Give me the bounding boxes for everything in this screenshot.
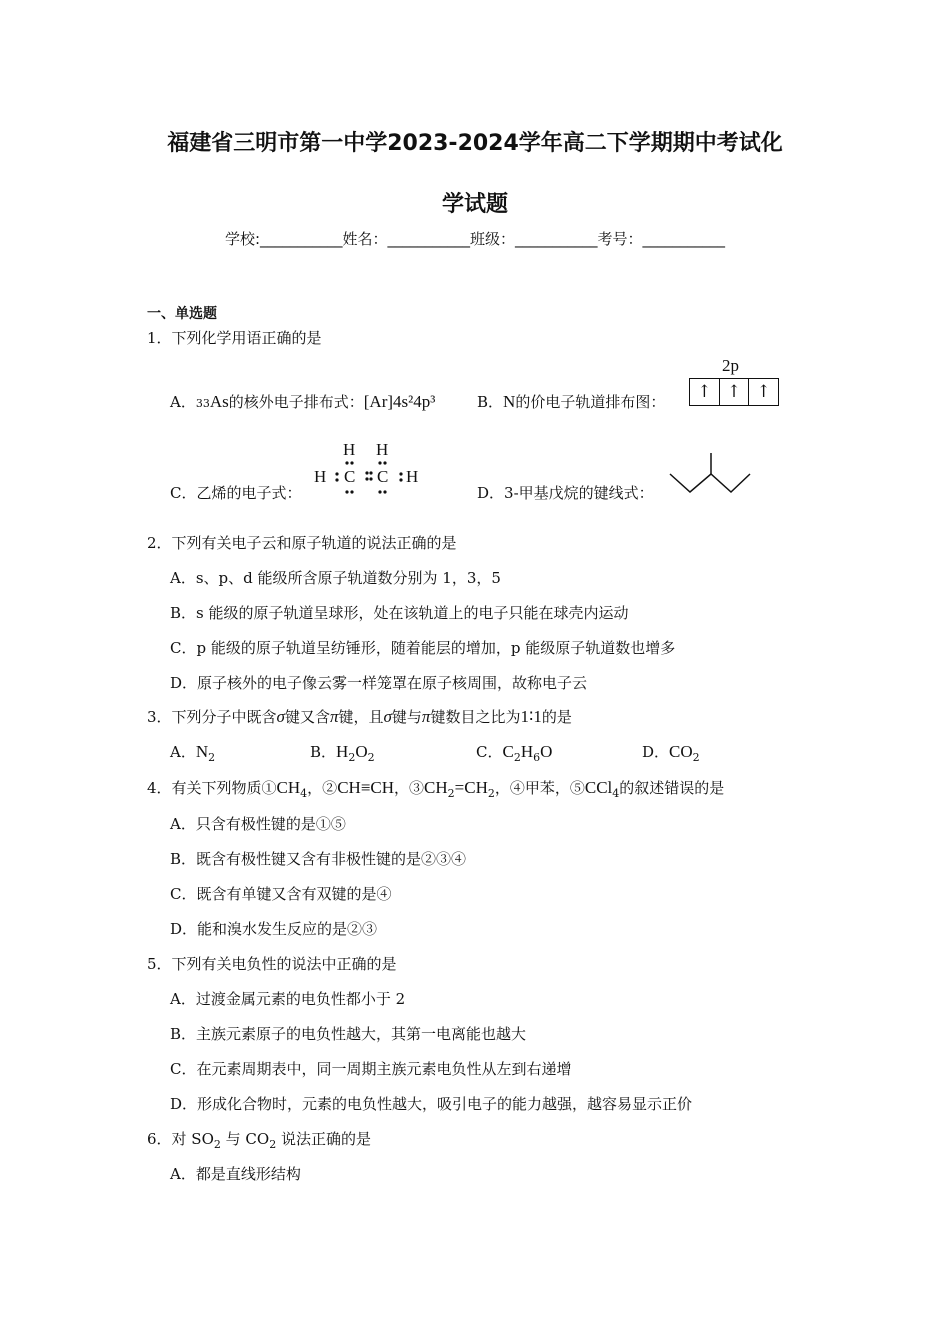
q2-option-d: D．原子核外的电子像云雾一样笼罩在原子核周围，故称电子云 xyxy=(170,674,588,692)
q1-a-label: A． xyxy=(170,393,196,411)
section-heading: 一、单选题 xyxy=(147,306,217,322)
q3-stem-part: 的是 xyxy=(541,708,572,726)
title-line-1: 福建省三明市第一中学2023-2024学年高二下学期期中考试化 xyxy=(167,131,783,156)
q4-formula: CH xyxy=(424,778,448,797)
q6-stem-part: 与 CO xyxy=(220,1130,270,1148)
q3-b-sub: 2 xyxy=(348,751,356,764)
orbital-box-1: ↑ xyxy=(690,379,720,405)
orbital-diagram xyxy=(689,378,779,406)
q3-stem-part: 键与 xyxy=(391,708,422,726)
q2-stem: 2．下列有关电子云和原子轨道的说法正确的是 xyxy=(147,534,457,552)
q3-stem xyxy=(147,706,572,727)
q3-a-sub: 2 xyxy=(208,751,216,764)
student-info-line: 学校:___________姓名：___________班级：___________考号：___________ xyxy=(224,230,726,248)
q3-d-sub: 2 xyxy=(692,751,700,764)
sigma-symbol: σ xyxy=(276,707,285,726)
q4-formula: CCl xyxy=(584,778,613,797)
q3-stem-part: 键又含 xyxy=(284,708,330,726)
q1-option-a xyxy=(170,391,435,412)
q4-option-d: D．能和溴水发生反应的是②③ xyxy=(170,920,378,938)
q3-b-sub: 2 xyxy=(367,751,375,764)
q4-stem-part: ，④甲苯，⑤ xyxy=(494,779,585,797)
q6-stem-part: 6．对 SO xyxy=(147,1130,214,1148)
q3-option-c xyxy=(476,741,552,764)
title-line-2: 学试题 xyxy=(441,192,508,217)
q1-option-d: D．3-甲基戊烷的键线式： xyxy=(477,484,654,502)
q3-d-label: D． xyxy=(642,743,670,761)
lewis-c-right: C xyxy=(377,467,389,486)
3-methylpentane-skeletal xyxy=(668,450,754,496)
lewis-h-top-left: H xyxy=(343,440,356,459)
sigma-symbol: σ xyxy=(383,707,392,726)
q4-stem-part: 4．有关下列物质① xyxy=(147,779,277,797)
q5-option-c: C．在元素周期表中，同一周期主族元素电负性从左到右递增 xyxy=(170,1060,572,1078)
lewis-h-left: H xyxy=(314,467,327,486)
lewis-electron-dots xyxy=(310,440,425,498)
q3-b-label: B． xyxy=(310,743,337,761)
q3-b-formula: H xyxy=(336,742,349,761)
q3-stem-part: 键，且 xyxy=(338,708,384,726)
q3-ratio: 1∶1 xyxy=(520,707,542,726)
q1-stem: 1．下列化学用语正确的是 xyxy=(147,329,322,347)
q3-d-formula: CO xyxy=(669,742,693,761)
q1-a-prefix: 33 xyxy=(195,397,210,410)
q5-option-d: D．形成化合物时，元素的电负性越大，吸引电子的能力越强，越容易显示正价 xyxy=(170,1095,693,1113)
q2-option-a: A．s、p、d 能级所含原子轨道数分别为 1，3，5 xyxy=(170,569,501,587)
q4-option-b: B．既含有极性键又含有非极性键的是②③④ xyxy=(170,850,467,868)
q4-sub: 2 xyxy=(447,787,455,800)
lewis-h-right: H xyxy=(406,467,419,486)
q3-stem-part: 键数目之比为 xyxy=(430,708,521,726)
q4-stem-part: ，③ xyxy=(394,779,425,797)
q5-option-a: A．过渡金属元素的电负性都小于 2 xyxy=(170,990,406,1008)
q4-sub: 2 xyxy=(487,787,495,800)
q3-c-sub: 6 xyxy=(533,751,541,764)
q4-sub: 4 xyxy=(612,787,620,800)
q1-a-element: As xyxy=(209,392,229,411)
orbital-box-2: ↑ xyxy=(720,379,750,405)
pi-symbol: π xyxy=(421,707,431,726)
q4-formula: CH xyxy=(276,778,301,797)
q2-option-c: C．p 能级的原子轨道呈纺锤形，随着能层的增加，p 能级原子轨道数也增多 xyxy=(170,639,676,657)
q4-option-c: C．既含有单键又含有双键的是④ xyxy=(170,885,392,903)
q3-c-formula: C xyxy=(502,742,514,761)
q3-option-a xyxy=(170,741,215,764)
q4-sub: 4 xyxy=(300,787,308,800)
q6-sub: 2 xyxy=(213,1138,221,1151)
q4-option-a: A．只含有极性键的是①⑤ xyxy=(170,815,346,833)
q3-c-formula: O xyxy=(540,742,553,761)
orbital-label: 2p xyxy=(722,356,739,375)
q3-b-formula: O xyxy=(355,742,368,761)
lewis-h-top-right: H xyxy=(376,440,389,459)
q1-a-formula: [Ar]4s²4p³ xyxy=(363,392,436,411)
q1-b-element: N xyxy=(503,392,516,411)
orbital-box-3: ↑ xyxy=(756,382,771,402)
q5-stem: 5．下列有关电负性的说法中正确的是 xyxy=(147,955,397,973)
q1-a-text: 的核外电子排布式： xyxy=(228,393,364,411)
q6-stem xyxy=(147,1128,371,1151)
q6-stem-part: 说法正确的是 xyxy=(276,1130,371,1148)
q3-option-d xyxy=(642,741,700,764)
q1-b-text: 的价电子轨道排布图： xyxy=(515,393,666,411)
q4-stem-part: ，② xyxy=(307,779,338,797)
q3-c-formula: H xyxy=(520,742,534,761)
q5-option-b: B．主族元素原子的电负性越大，其第一电离能也越大 xyxy=(170,1025,527,1043)
q4-formula: CH≡CH xyxy=(337,778,395,797)
q4-formula: =CH xyxy=(454,778,488,797)
q3-a-label: A． xyxy=(170,743,196,761)
ethylene-lewis-structure xyxy=(310,440,425,498)
q3-option-b xyxy=(310,741,375,764)
q6-option-a: A．都是直线形结构 xyxy=(170,1165,301,1183)
q1-option-c: C．乙烯的电子式： xyxy=(170,484,302,502)
q1-option-b xyxy=(477,391,665,412)
q3-c-sub: 2 xyxy=(513,751,521,764)
q4-stem-part: 的叙述错误的是 xyxy=(619,779,725,797)
lewis-c-left: C xyxy=(344,467,356,486)
q3-a-formula: N xyxy=(195,742,209,761)
pi-symbol: π xyxy=(329,707,339,726)
q3-stem-part: 3．下列分子中既含 xyxy=(147,708,277,726)
q4-stem xyxy=(147,777,724,800)
q6-sub: 2 xyxy=(269,1138,277,1151)
q2-option-b: B．s 能级的原子轨道呈球形，处在该轨道上的电子只能在球壳内运动 xyxy=(170,604,629,622)
q1-b-label: B． xyxy=(477,393,504,411)
q3-c-label: C． xyxy=(476,743,503,761)
